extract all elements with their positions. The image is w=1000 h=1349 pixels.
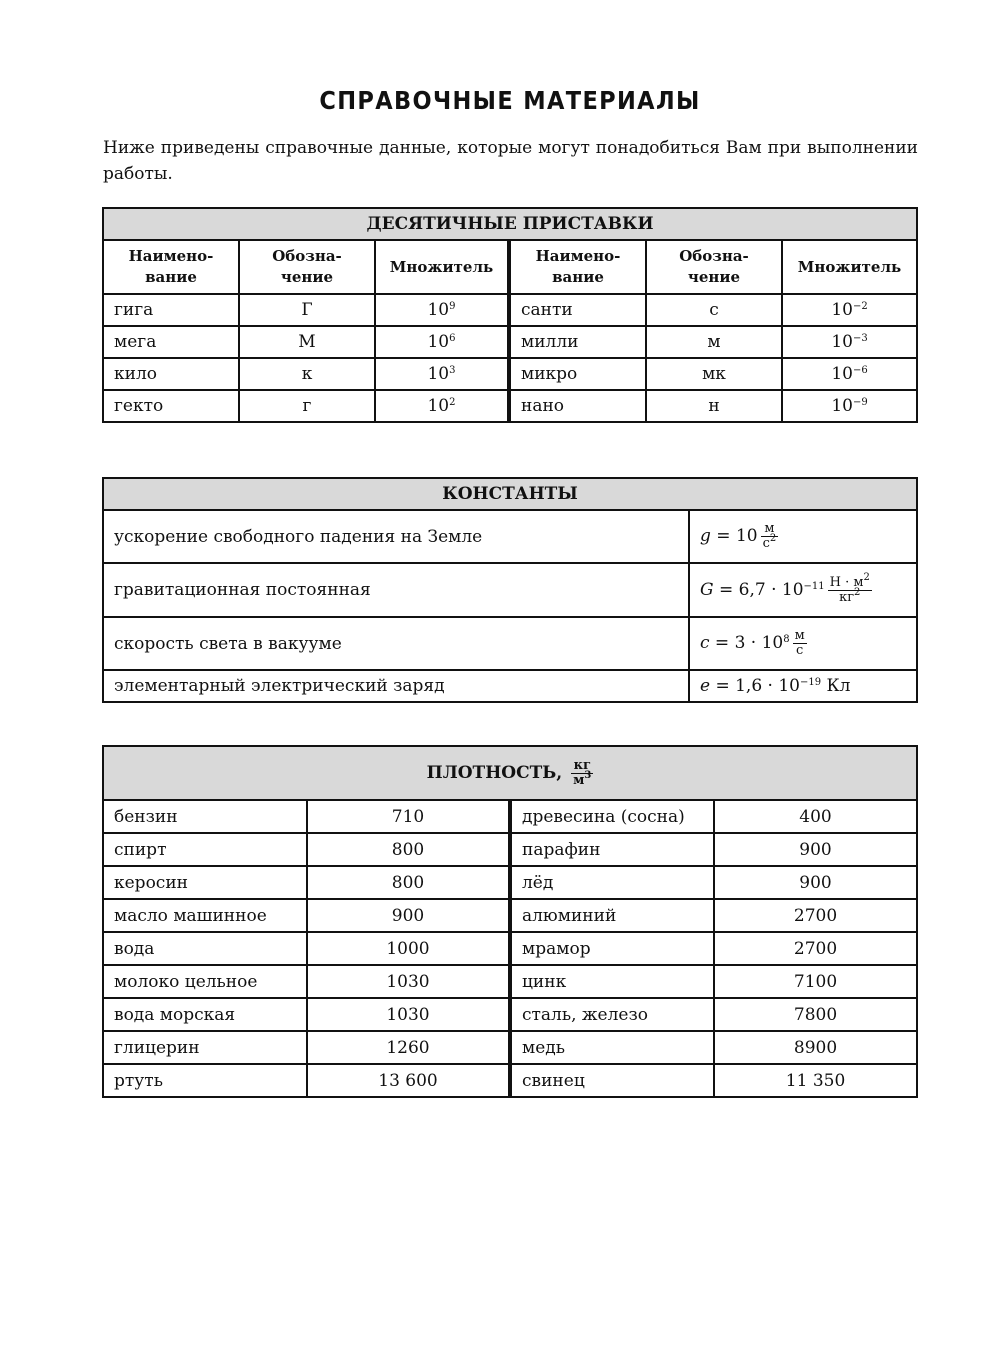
prefix-name: нано: [509, 390, 646, 422]
prefix-symbol: м: [646, 326, 782, 358]
constant-value: g = 10 $\frac{м}{с^2}$: [689, 510, 917, 563]
constant-value: $G = 6,7 \cdot 10^{-11}$ $\frac{Н \cdot м^2}{кг^2}$: [689, 563, 917, 617]
density-value: 7100: [714, 965, 917, 998]
prefix-symbol: к: [239, 358, 375, 390]
table-row: [103, 866, 917, 899]
table-row: [103, 563, 917, 617]
prefix-name: гекто: [103, 390, 239, 422]
table-row: [103, 899, 917, 932]
material-name: вода морская: [103, 998, 307, 1031]
constant-value: $e = 1,6 \cdot 10^{-19}$ Кл: [689, 670, 917, 702]
prefix-multiplier: $10^{-6}$: [782, 358, 917, 390]
density-value: 11 350: [714, 1064, 917, 1097]
material-name: парафин: [510, 833, 714, 866]
material-name: керосин: [103, 866, 307, 899]
prefixes-title: ДЕСЯТИЧНЫЕ ПРИСТАВКИ: [103, 208, 917, 240]
prefix-symbol: Г: [239, 294, 375, 326]
col-header-symbol: Обозна- чение: [239, 240, 375, 294]
material-name: сталь, железо: [510, 998, 714, 1031]
table-row: [103, 998, 917, 1031]
prefixes-header-row: [103, 240, 917, 294]
table-row: [103, 294, 917, 326]
density-title: ПЛОТНОСТЬ, $\frac{кг}{м^3}$: [103, 746, 917, 800]
density-table: [102, 745, 918, 1098]
density-value: 1000: [307, 932, 510, 965]
table-row: [103, 390, 917, 422]
table-row: [103, 326, 917, 358]
prefix-symbol: г: [239, 390, 375, 422]
prefixes-table: [102, 207, 918, 423]
prefix-multiplier: $10^6$: [375, 326, 509, 358]
material-name: глицерин: [103, 1031, 307, 1064]
col-header-multiplier: Множитель: [375, 240, 509, 294]
density-value: 710: [307, 800, 510, 833]
prefix-symbol: с: [646, 294, 782, 326]
prefix-multiplier: $10^{-3}$: [782, 326, 917, 358]
prefix-symbol: М: [239, 326, 375, 358]
material-name: медь: [510, 1031, 714, 1064]
page-title: СПРАВОЧНЫЕ МАТЕРИАЛЫ: [319, 86, 701, 115]
table-row: [103, 965, 917, 998]
prefix-name: санти: [509, 294, 646, 326]
density-value: 13 600: [307, 1064, 510, 1097]
prefix-symbol: мк: [646, 358, 782, 390]
density-value: 1260: [307, 1031, 510, 1064]
material-name: цинк: [510, 965, 714, 998]
material-name: древесина (сосна): [510, 800, 714, 833]
density-value: 400: [714, 800, 917, 833]
density-value: 800: [307, 866, 510, 899]
density-value: 1030: [307, 965, 510, 998]
material-name: бензин: [103, 800, 307, 833]
material-name: свинец: [510, 1064, 714, 1097]
material-name: ртуть: [103, 1064, 307, 1097]
density-value: 1030: [307, 998, 510, 1031]
intro-text: Ниже приведены справочные данные, которые могут понадобиться Вам при выполнении работы.: [103, 138, 918, 184]
col-header-symbol: Обозна- чение: [646, 240, 782, 294]
table-row: [103, 1064, 917, 1097]
prefix-name: гига: [103, 294, 239, 326]
prefix-name: микро: [509, 358, 646, 390]
density-value: 900: [714, 866, 917, 899]
density-value: 800: [307, 833, 510, 866]
prefix-name: милли: [509, 326, 646, 358]
prefix-symbol: н: [646, 390, 782, 422]
prefix-multiplier: $10^9$: [375, 294, 509, 326]
table-row: [103, 617, 917, 670]
table-row: [103, 1031, 917, 1064]
constant-value: $c = 3 \cdot 10^8$ $\frac{м}{с}$: [689, 617, 917, 670]
table-row: [103, 800, 917, 833]
material-name: вода: [103, 932, 307, 965]
prefix-name: кило: [103, 358, 239, 390]
density-value: 900: [714, 833, 917, 866]
density-value: 2700: [714, 899, 917, 932]
prefix-name: мега: [103, 326, 239, 358]
constant-label: гравитационная постоянная: [103, 563, 689, 617]
constant-label: элементарный электрический заряд: [103, 670, 689, 702]
material-name: спирт: [103, 833, 307, 866]
table-row: [103, 510, 917, 563]
constants-table: [102, 477, 918, 703]
prefix-multiplier: $10^{-2}$: [782, 294, 917, 326]
constants-title: КОНСТАНТЫ: [103, 478, 917, 510]
density-value: 2700: [714, 932, 917, 965]
material-name: масло машинное: [103, 899, 307, 932]
density-value: 7800: [714, 998, 917, 1031]
prefix-multiplier: $10^2$: [375, 390, 509, 422]
material-name: мрамор: [510, 932, 714, 965]
density-value: 8900: [714, 1031, 917, 1064]
table-row: [103, 932, 917, 965]
table-row: [103, 358, 917, 390]
col-header-name: Наимено- вание: [103, 240, 239, 294]
constant-label: ускорение свободного падения на Земле: [103, 510, 689, 563]
density-value: 900: [307, 899, 510, 932]
prefix-multiplier: $10^3$: [375, 358, 509, 390]
table-row: [103, 833, 917, 866]
prefix-multiplier: $10^{-9}$: [782, 390, 917, 422]
constant-label: скорость света в вакууме: [103, 617, 689, 670]
material-name: молоко цельное: [103, 965, 307, 998]
material-name: алюминий: [510, 899, 714, 932]
material-name: лёд: [510, 866, 714, 899]
col-header-name: Наимено- вание: [509, 240, 646, 294]
table-row: [103, 670, 917, 702]
col-header-multiplier: Множитель: [782, 240, 917, 294]
